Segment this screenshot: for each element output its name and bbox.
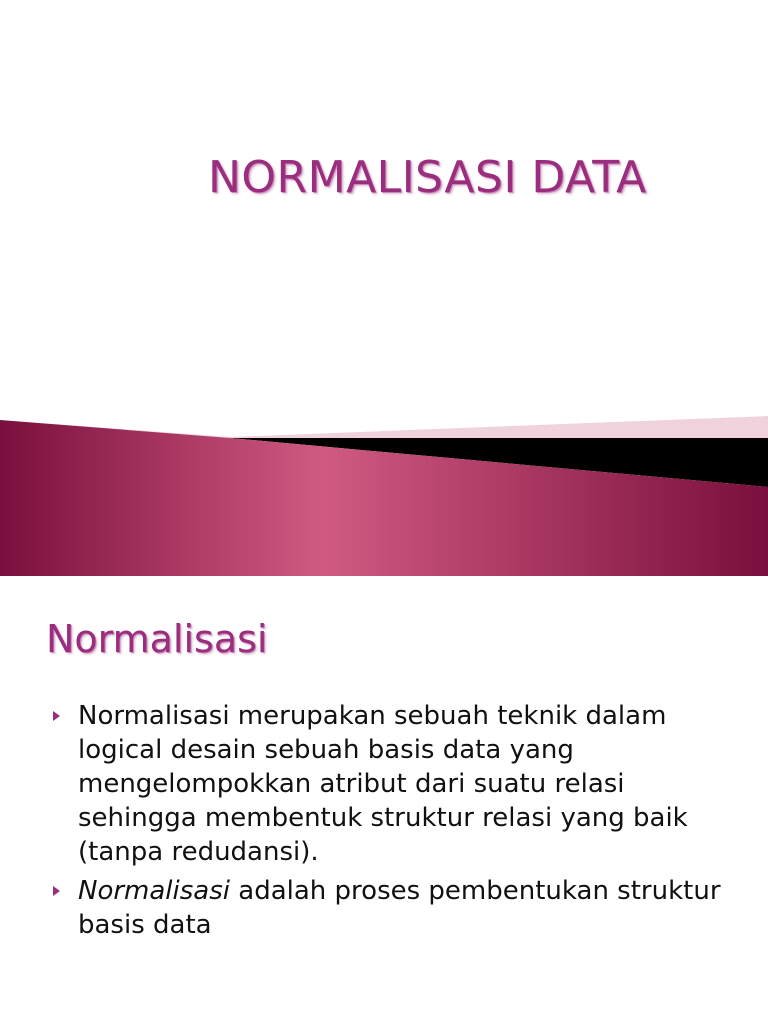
triangle-bullet-icon [53, 711, 60, 721]
bullet-item [52, 699, 732, 869]
triangle-bullet-icon [53, 886, 60, 896]
bullet-item [52, 874, 732, 942]
decorative-band [0, 410, 768, 576]
bullet-text: Normalisasi merupakan sebuah teknik dalam logical desain sebuah basis data yang mengelompokkan atribut dari suatu relasi sehingga membentuk struktur relasi yang baik (tanpa redudansi). [78, 701, 688, 867]
content-slide [0, 576, 768, 1024]
bullet-text: adalah proses pembentukan struktur basis data [78, 876, 721, 940]
bullet-term: Normalisasi [78, 876, 231, 906]
slide-title: NORMALISASI DATA [208, 152, 647, 203]
slide-heading: Normalisasi [46, 617, 268, 661]
band-graphic [0, 410, 768, 576]
bullet-list [52, 699, 732, 947]
